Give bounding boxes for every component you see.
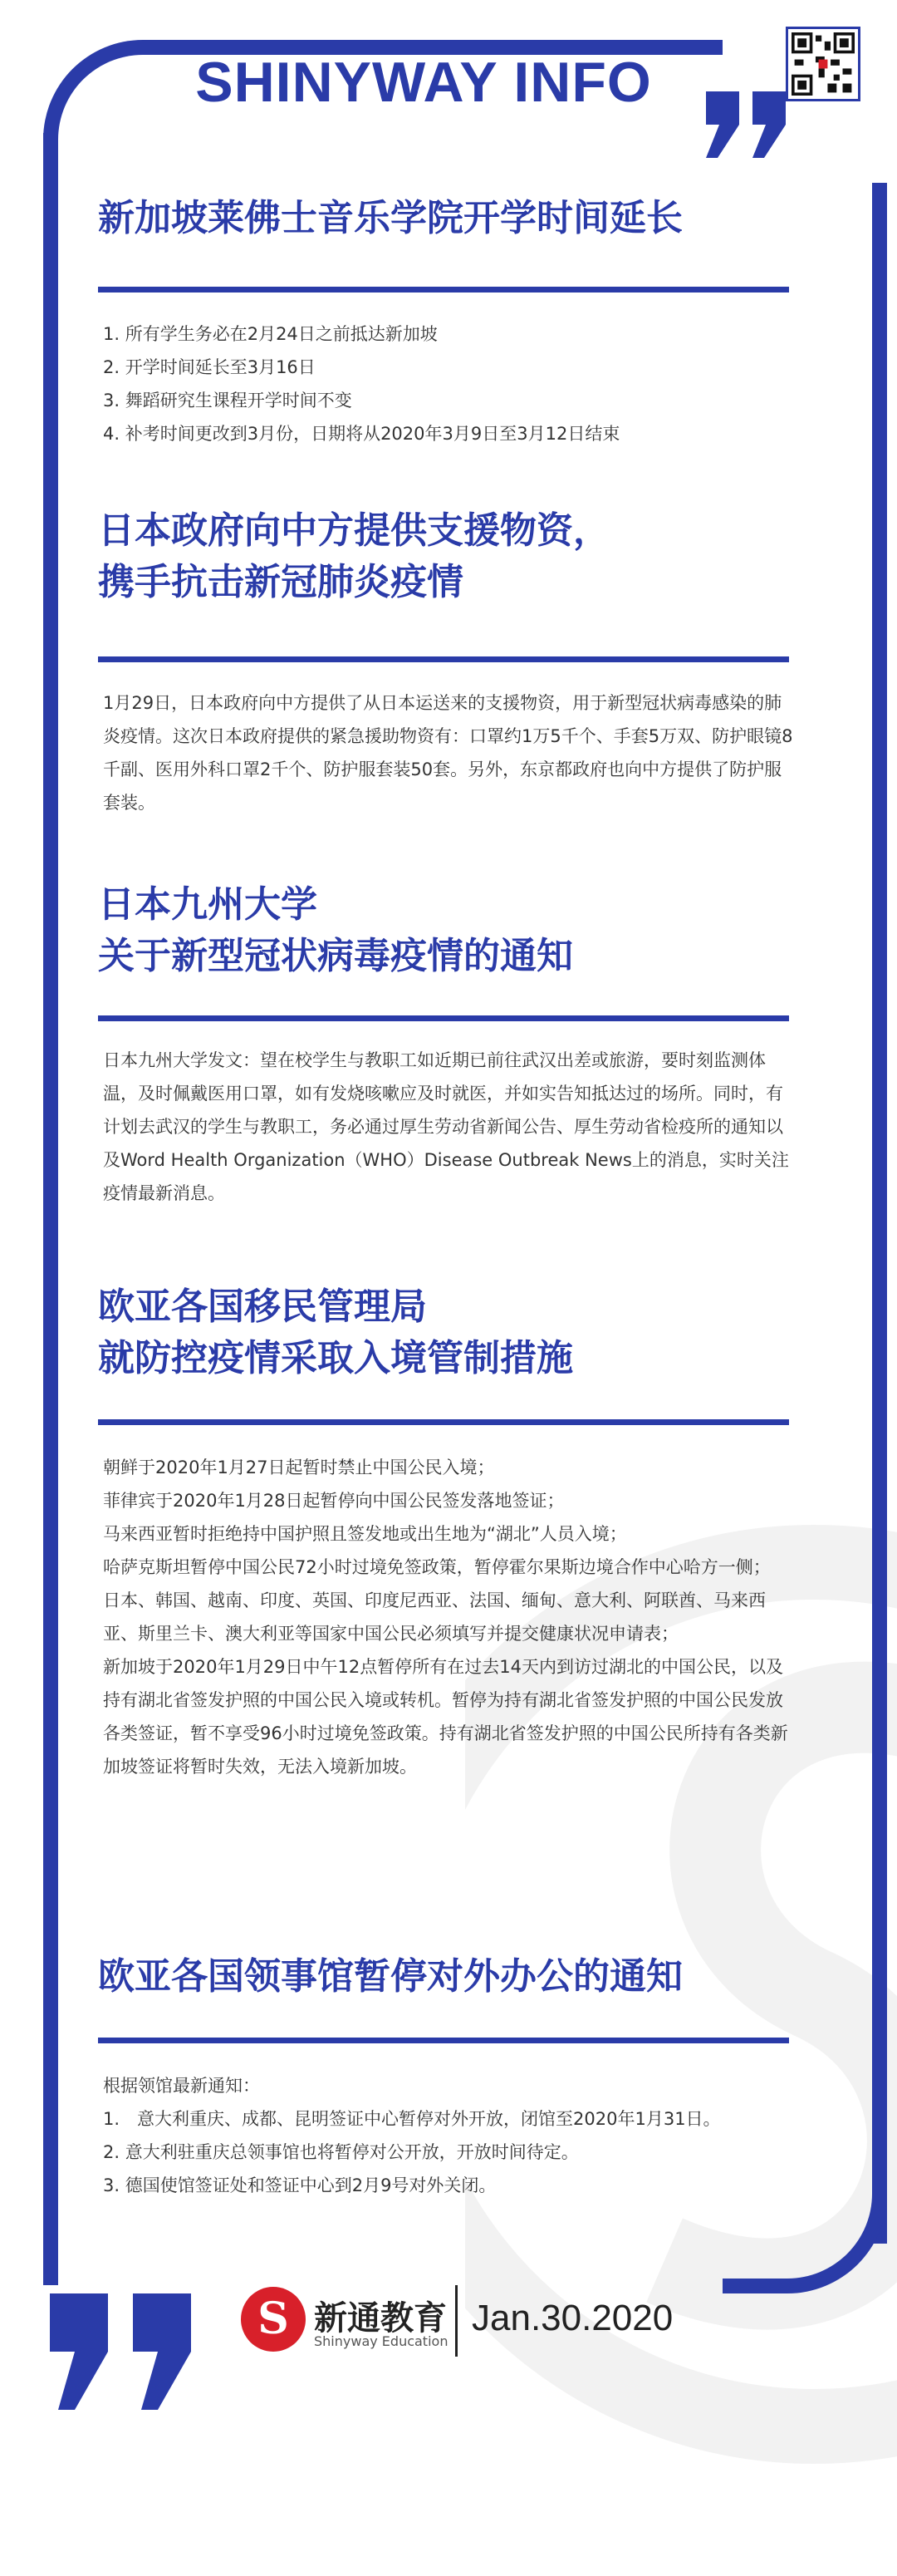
footer-divider xyxy=(455,2285,458,2357)
frame-right-bar xyxy=(872,183,887,2244)
quote-mark-icon xyxy=(706,91,822,158)
section-4-divider xyxy=(98,1419,789,1425)
brand-title: SHINYWAY INFO xyxy=(195,51,652,114)
list-item: 3. 德国使馆签证处和签证中心到2月9号对外关闭。 xyxy=(103,2175,497,2195)
logo-glyph: S xyxy=(257,2293,289,2344)
section-3-title-line: 日本九州大学 xyxy=(98,883,317,926)
section-2-divider xyxy=(98,656,789,662)
paragraph: 菲律宾于2020年1月28日起暂停向中国公民签发落地签证； xyxy=(103,1491,565,1511)
list-item: 2. 开学时间延长至3月16日 xyxy=(103,357,316,377)
qr-code[interactable] xyxy=(786,27,860,101)
section-1-body xyxy=(103,317,797,450)
paragraph: 马来西亚暂时拒绝持中国护照且签发地或出生地为“湖北”人员入境； xyxy=(103,1524,627,1544)
section-4-title-line: 欧亚各国移民管理局 xyxy=(98,1286,427,1328)
paragraph: 朝鲜于2020年1月27日起暂时禁止中国公民入境； xyxy=(103,1458,495,1477)
section-3-title-line: 关于新型冠状病毒疫情的通知 xyxy=(98,935,573,977)
logo-english-name: Shinyway Education xyxy=(314,2333,448,2349)
paragraph: 根据领馆最新通知： xyxy=(103,2076,260,2096)
paragraph: 日本、韩国、越南、印度、英国、印度尼西亚、法国、缅甸、意大利、阿联酋、马来西亚、斯里兰卡、澳大利亚等国家中国公民必须填写并提交健康状况申请表； xyxy=(103,1590,766,1644)
section-2-title xyxy=(98,505,812,608)
section-1-title xyxy=(98,193,812,244)
logo-chinese-name: 新通教育 xyxy=(314,2299,447,2338)
publish-date: Jan.30.2020 xyxy=(472,2298,674,2338)
paragraph: 新加坡于2020年1月29日中午12点暂停所有在过去14天内到访过湖北的中国公民，以及持有湖北省签发护照的中国公民入境或转机。暂停为持有湖北省签发护照的中国公民发放各类签证，暂不享受96小时过境免签政策。持有湖北省签发护照的中国公民所持有各类新加坡签证将暂时失效，无法入境新加坡。 xyxy=(103,1657,788,1777)
section-1-divider xyxy=(98,287,789,293)
list-item: 3. 舞蹈研究生课程开学时间不变 xyxy=(103,391,352,410)
section-3-body xyxy=(103,1044,797,1210)
section-5-body xyxy=(103,2069,797,2202)
section-5-title-line: 欧亚各国领事馆暂停对外办公的通知 xyxy=(98,1955,683,1998)
section-4-title-line: 就防控疫情采取入境管制措施 xyxy=(98,1337,573,1379)
section-2-title-line: 携手抗击新冠肺炎疫情 xyxy=(98,561,463,603)
list-item: 1. 意大利重庆、成都、昆明签证中心暂停对外开放，闭馆至2020年1月31日。 xyxy=(103,2109,721,2129)
section-3-divider xyxy=(98,1015,789,1021)
list-item: 1. 所有学生务必在2月24日之前抵达新加坡 xyxy=(103,324,438,344)
paragraph: 1月29日，日本政府向中方提供了从日本运送来的支援物资，用于新型冠状病毒感染的肺炎疫情。这次日本政府提供的紧急援助物资有：口罩约1万5千个、手套5万双、防护眼镜8千副、医用外科口罩2千个、防护服套装50套。另外，东京都政府也向中方提供了防护服套装。 xyxy=(103,693,793,813)
shinyway-logo-icon xyxy=(241,2287,306,2352)
section-5-divider xyxy=(98,2038,789,2043)
section-4-title xyxy=(98,1281,812,1384)
paragraph: 日本九州大学发文：望在校学生与教职工如近期已前往武汉出差或旅游，要时刻监测体温，及时佩戴医用口罩，如有发烧咳嗽应及时就医，并如实告知抵达过的场所。同时，有计划去武汉的学生与教职工，务必通过厚生劳动省新闻公告、厚生劳动省检疫所的通知以及Word Health Organization（WHO）Disease Outbreak News上的消息，实时关注疫情最新消息。 xyxy=(103,1050,789,1203)
section-4-body xyxy=(103,1451,797,1783)
frame-left-bar xyxy=(43,133,58,2285)
paragraph: 哈萨克斯坦暂停中国公民72小时过境免签政策，暂停霍尔果斯边境合作中心哈方一侧； xyxy=(103,1557,771,1577)
list-item: 4. 补考时间更改到3月份，日期将从2020年3月9日至3月12日结束 xyxy=(103,424,620,444)
section-1-title-line: 新加坡莱佛士音乐学院开学时间延长 xyxy=(98,197,683,239)
section-5-title xyxy=(98,1951,812,2003)
list-item: 2. 意大利驻重庆总领事馆也将暂停对公开放，开放时间待定。 xyxy=(103,2142,579,2162)
section-2-body xyxy=(103,686,797,819)
section-2-title-line: 日本政府向中方提供支援物资， xyxy=(98,509,610,552)
footer-quote-mark-icon xyxy=(50,2293,233,2410)
section-3-title xyxy=(98,879,812,982)
qr-code-icon xyxy=(792,32,855,96)
